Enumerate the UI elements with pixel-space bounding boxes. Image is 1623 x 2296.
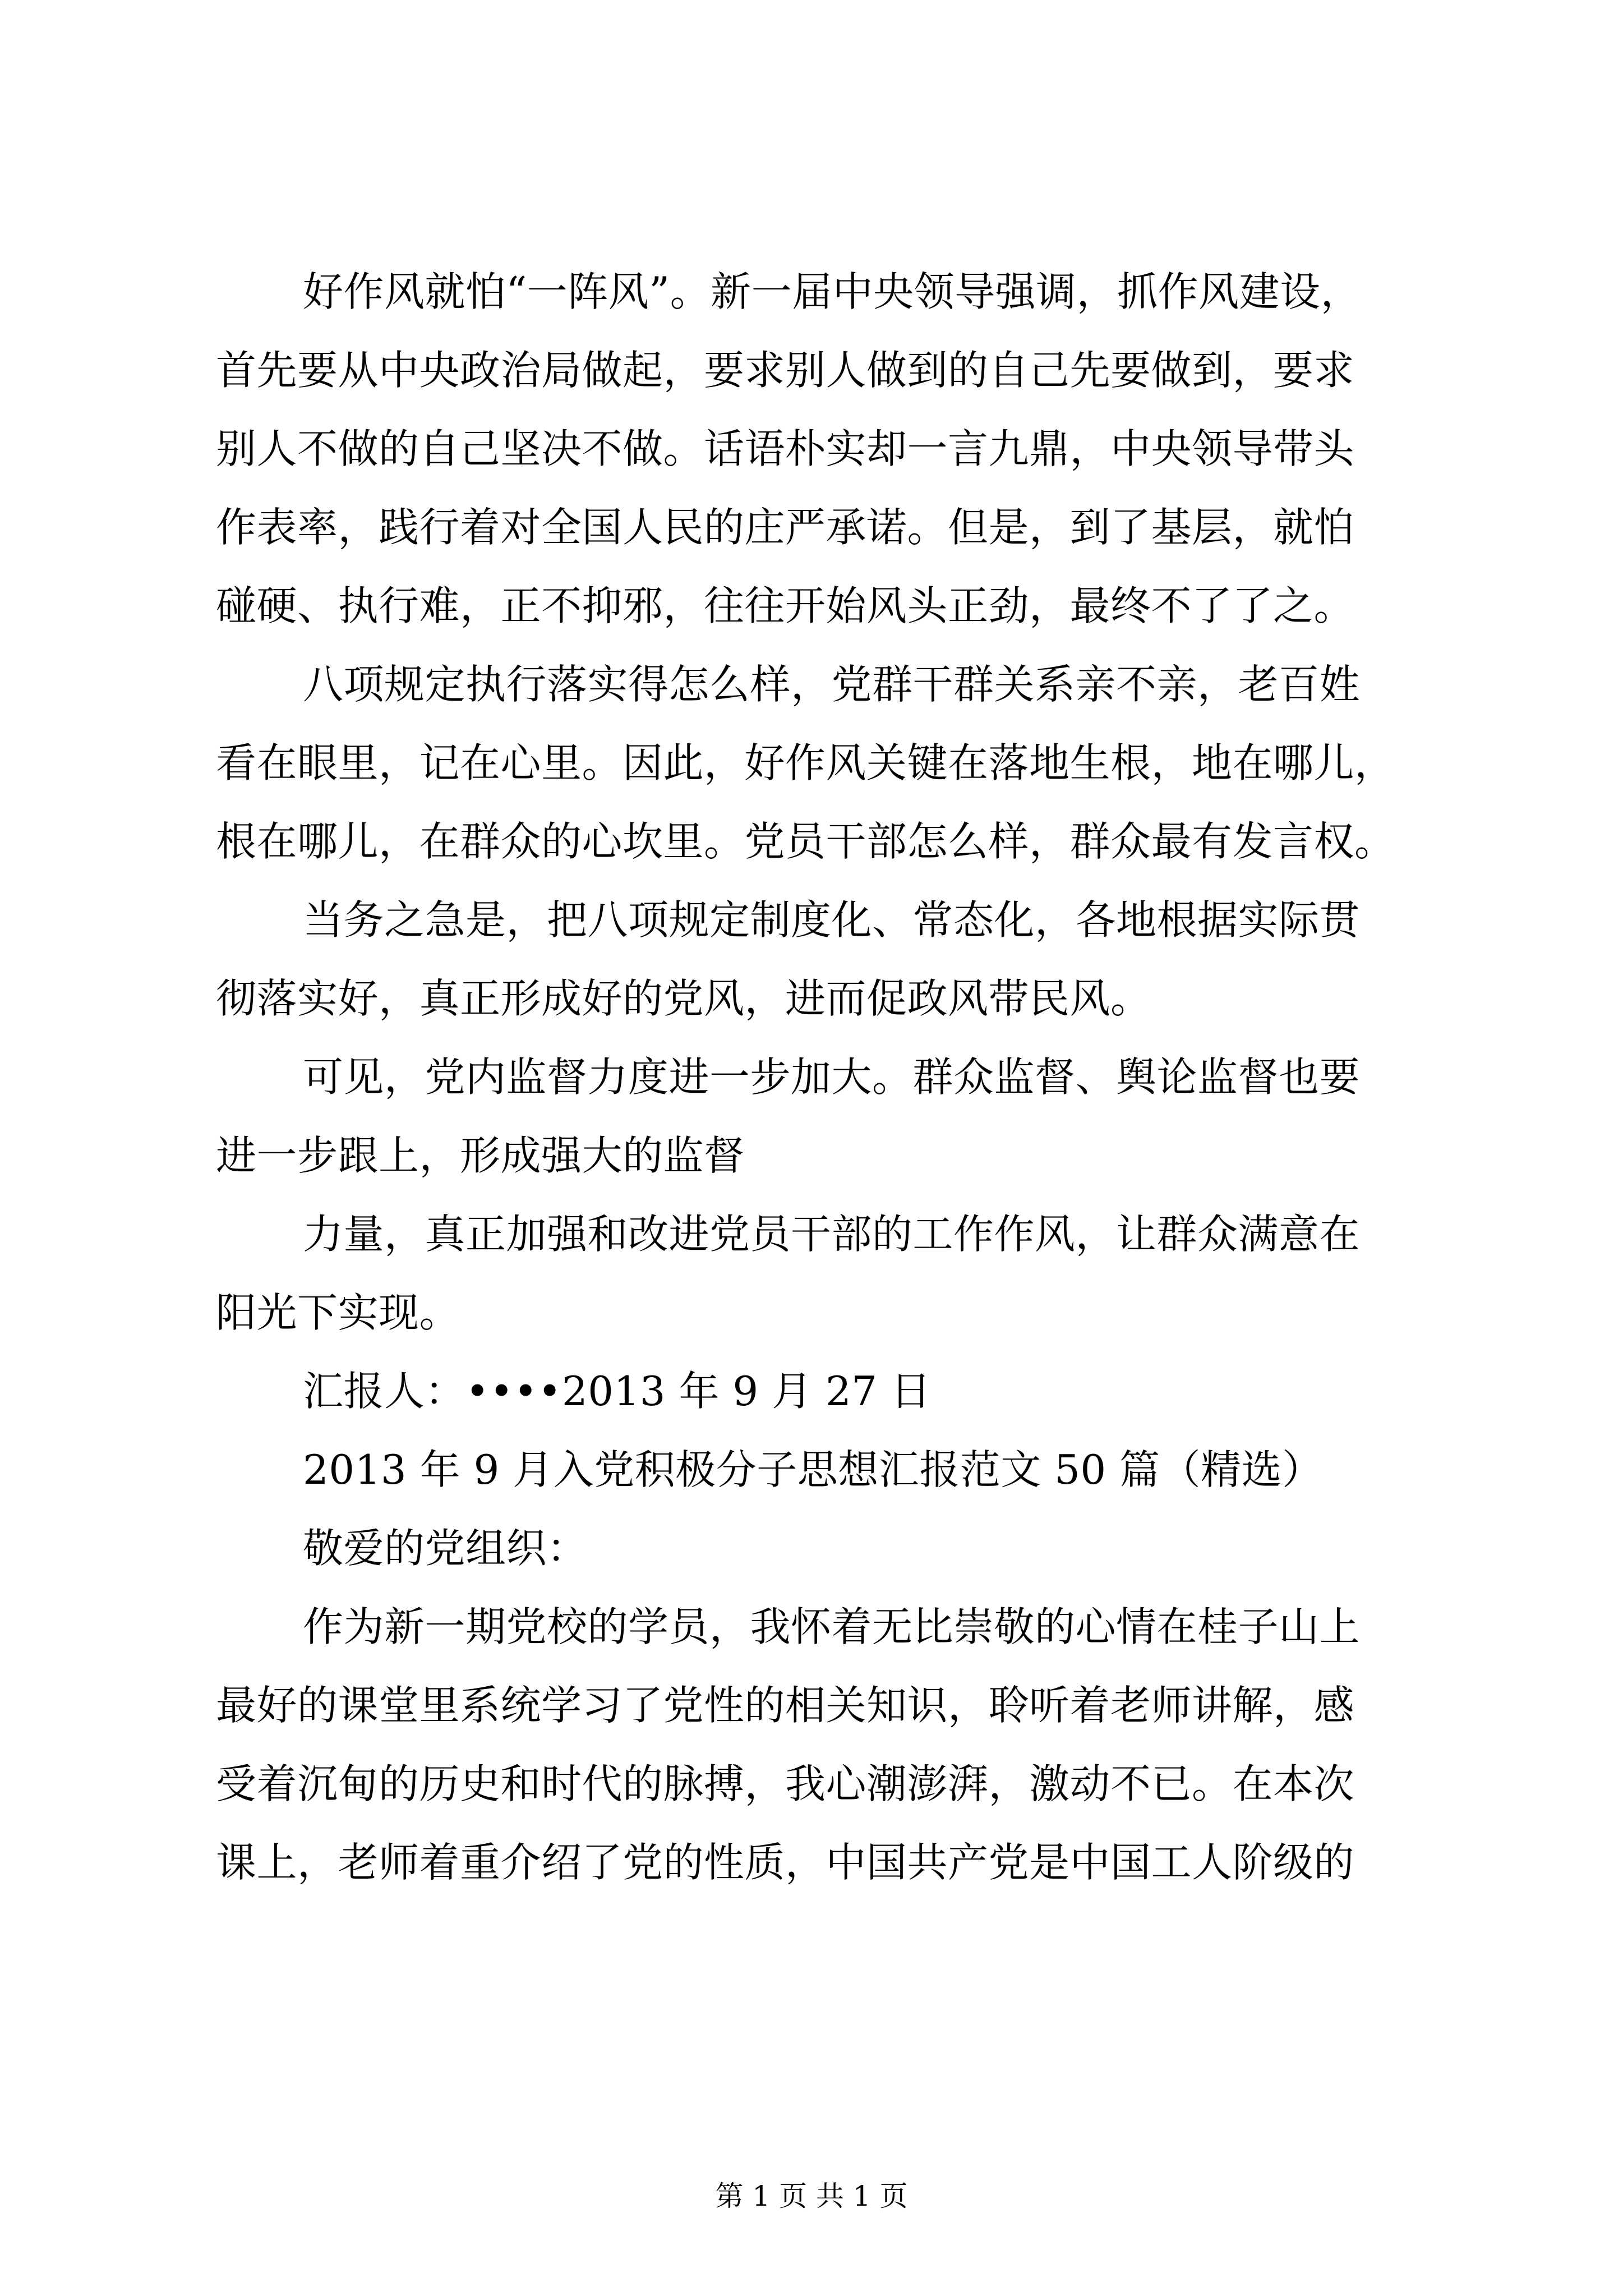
paragraph-6: [216, 1588, 1427, 1902]
article-title: 2013 年 9 月入党积极分子思想汇报范文 50 篇（精选）: [303, 1446, 1323, 1493]
paragraph-1: [216, 252, 1427, 645]
page-footer: [0, 2179, 1623, 2213]
text-line: 八项规定执行落实得怎么样，党群干群关系亲不亲，老百姓: [303, 661, 1361, 708]
reporter-signature: [216, 1352, 1427, 1430]
salutation: [216, 1509, 1427, 1588]
text-line: 受着沉甸的历史和时代的脉搏，我心潮澎湃，激动不已。在本次: [216, 1760, 1355, 1807]
paragraph-4: [216, 1038, 1427, 1195]
paragraph-2: [216, 645, 1427, 881]
paragraph-5: [216, 1195, 1427, 1352]
text-line: 根在哪儿，在群众的心坎里。党员干部怎么样，群众最有发言权。: [216, 818, 1395, 865]
text-line: 作表率，践行着对全国人民的庄严承诺。但是，到了基层，就怕: [216, 504, 1355, 551]
text-line: 进一步跟上，形成强大的监督: [216, 1132, 745, 1179]
text-line: 碰硬、执行难，正不抑邪，往往开始风头正劲，最终不了了之。: [216, 582, 1355, 629]
text-line: 看在眼里，记在心里。因此，好作风关键在落地生根，地在哪儿，: [216, 739, 1395, 786]
text-line: 当务之急是，把八项规定制度化、常态化，各地根据实际贯: [303, 896, 1361, 944]
text-line: 最好的课堂里系统学习了党性的相关知识，聆听着老师讲解，感: [216, 1682, 1355, 1729]
text-line: 首先要从中央政治局做起，要求别人做到的自己先要做到，要求: [216, 347, 1355, 394]
text-line: 作为新一期党校的学员，我怀着无比崇敬的心情在桂子山上: [303, 1603, 1361, 1650]
page-number-label: 第 1 页 共 1 页: [715, 2180, 908, 2212]
text-line: 阳光下实现。: [216, 1289, 460, 1336]
text-line: 好作风就怕“一阵风”。新一届中央领导强调，抓作风建设，: [303, 268, 1362, 315]
text-line: 课上，老师着重介绍了党的性质，中国共产党是中国工人阶级的: [216, 1839, 1355, 1886]
reporter-date-line: 汇报人：••••2013 年 9 月 27 日: [303, 1368, 932, 1415]
article-heading: [216, 1430, 1427, 1509]
text-line: 彻落实好，真正形成好的党风，进而促政风带民风。: [216, 975, 1151, 1022]
text-line: 可见，党内监督力度进一步加大。群众监督、舆论监督也要: [303, 1053, 1361, 1101]
text-line: 别人不做的自己坚决不做。话语朴实却一言九鼎，中央领导带头: [216, 425, 1355, 472]
paragraph-3: [216, 881, 1427, 1038]
document-body: [216, 252, 1427, 1902]
salutation-line: 敬爱的党组织：: [303, 1525, 588, 1572]
text-line: 力量，真正加强和改进党员干部的工作作风，让群众满意在: [303, 1211, 1361, 1258]
